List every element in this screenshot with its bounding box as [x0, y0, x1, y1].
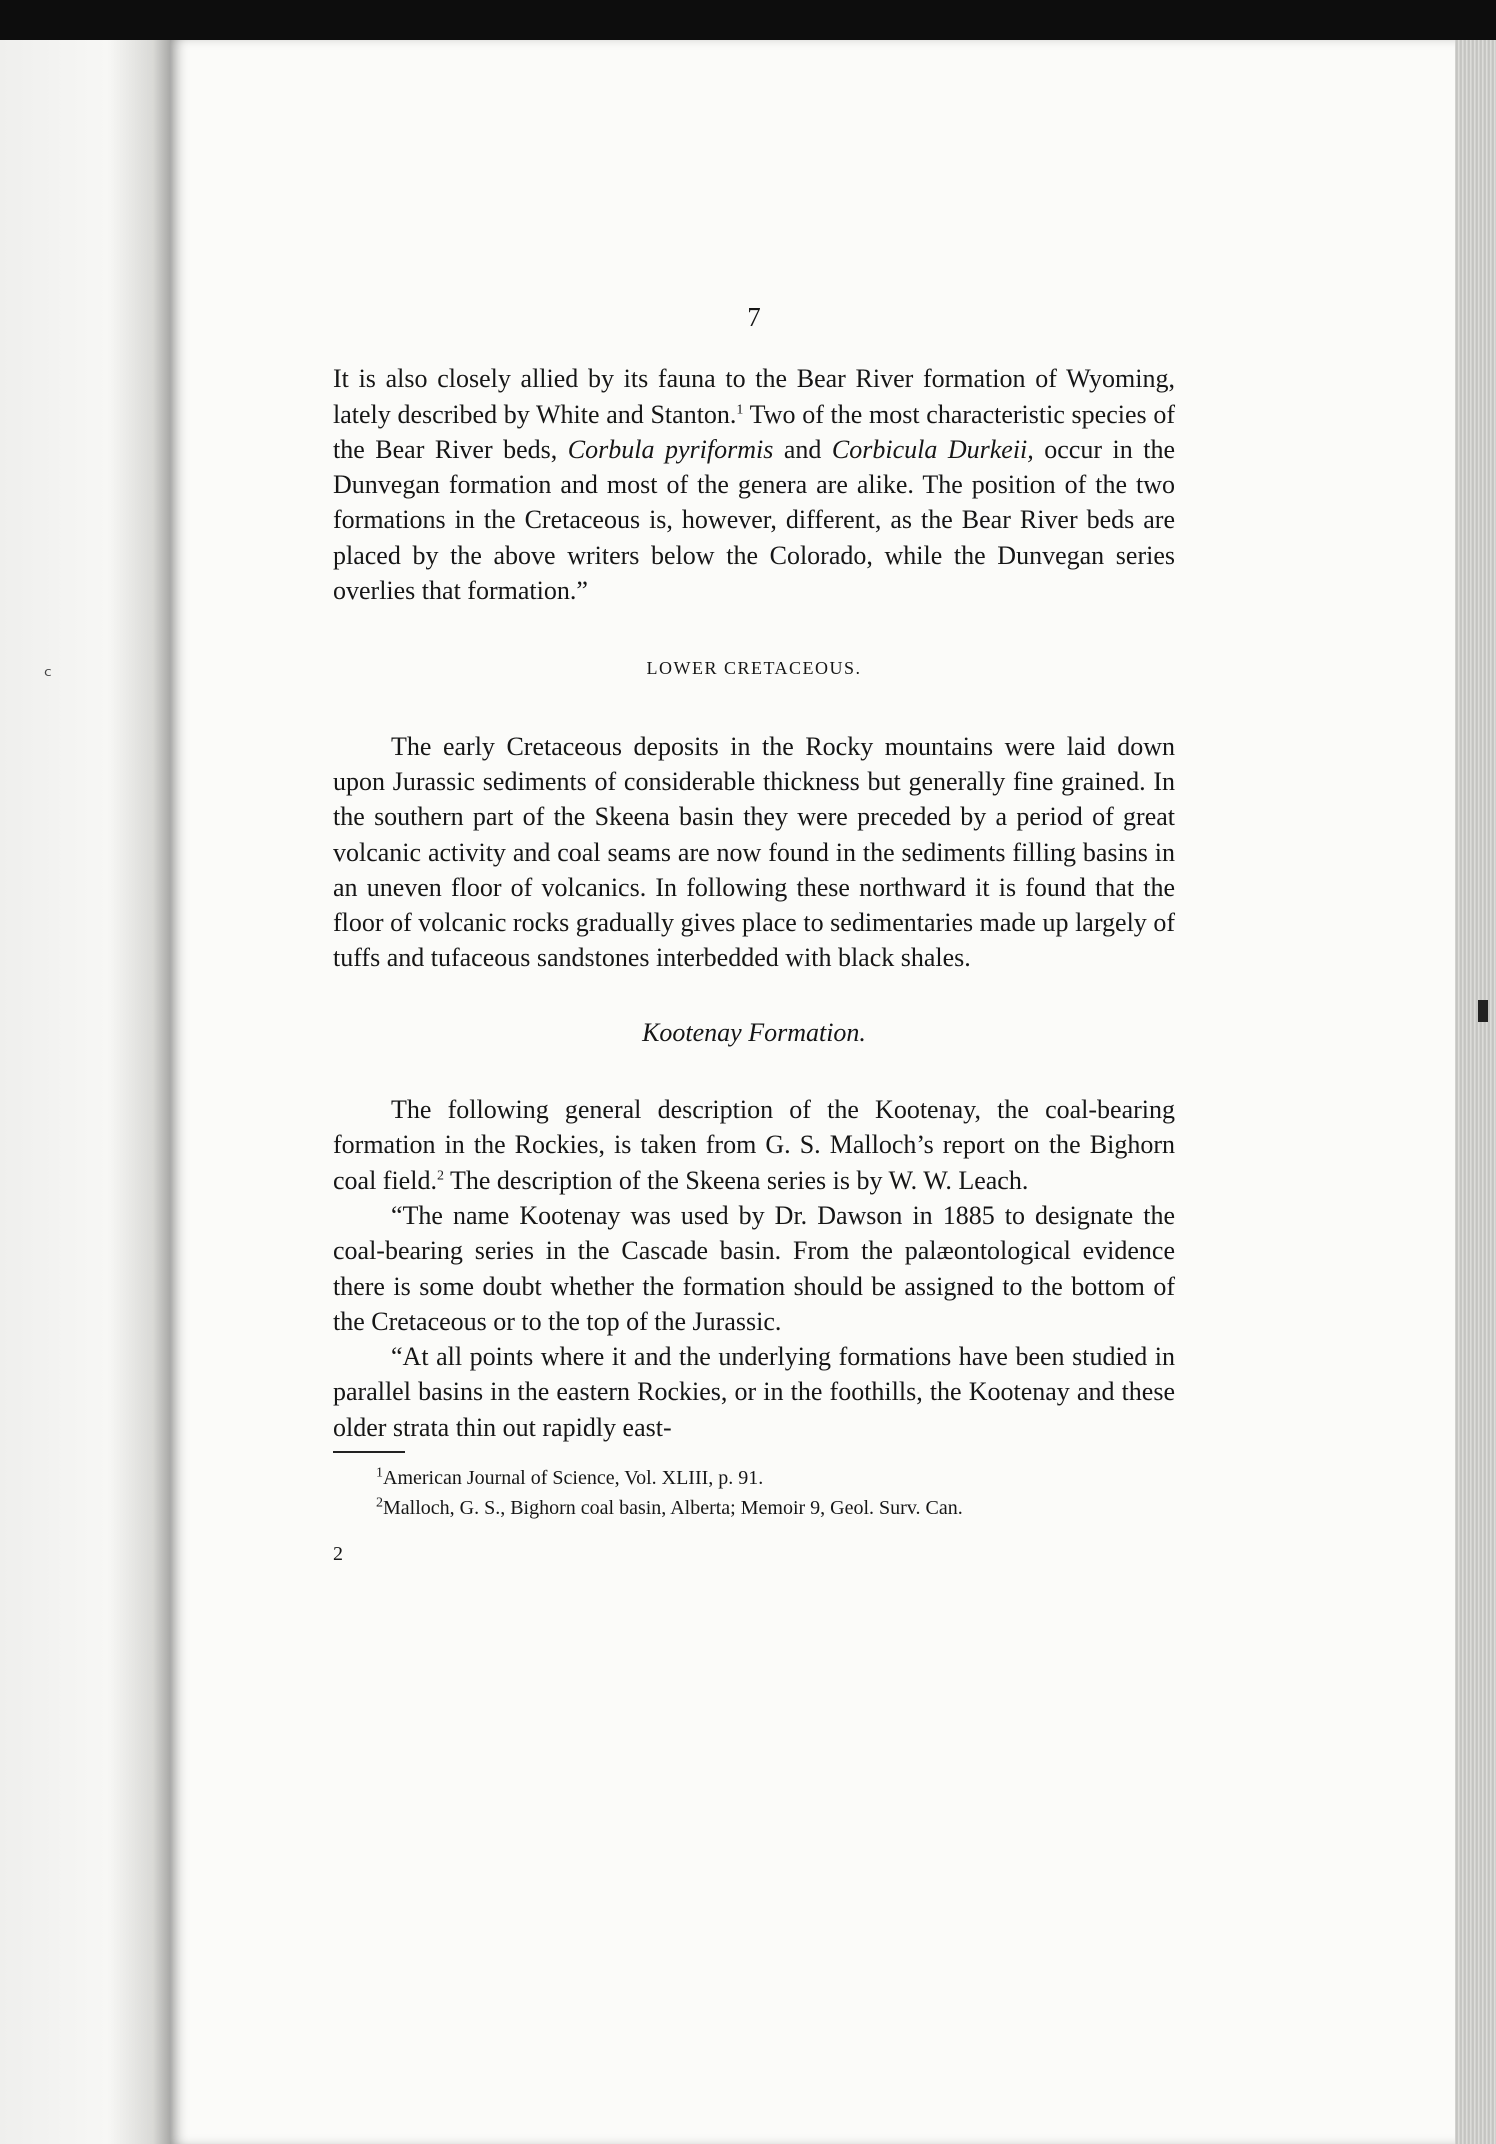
species-name: Corbula pyriformis: [567, 434, 774, 464]
paragraph-early-cretaceous: The early Cretaceous deposits in the Rocky mountains were laid down upon Jurassic sediments of considerable thickness but generally fine grained. In the southern part of the Skeena basin they were preceded by a period of great volcanic activity and coal seams are now found in the sediments filling basins in an uneven floor of volcanics. In following these northward it is found that the floor of volcanic rocks gradually gives place to sedimentaries made up largely of tuffs and tufaceous sandstones interbedded with black shales.: [333, 731, 1175, 973]
species-name: Corbicula Durkeii,: [831, 434, 1034, 464]
subsection-heading-kootenay: Kootenay Formation.: [642, 1017, 866, 1047]
section-heading-lower-cretaceous: LOWER CRETACEOUS.: [646, 658, 862, 679]
footnote: $^1$American Journal of Science, Vol. XLIII, p. 91.: [376, 1464, 764, 1489]
footnote: $^2$Malloch, G. S., Bighorn coal basin, Alberta; Memoir 9, Geol. Surv. Can.: [376, 1494, 963, 1519]
edge-tab-mark: [1478, 1000, 1488, 1022]
facing-page-edge: [0, 40, 180, 2144]
paragraph-kootenay-intro: The following general description of the Kootenay, the coal-bearing formation in the Rockies, is taken from G. S. Malloch’s report on the Bighorn coal field.$^2$ The description of the Skeena series is by W. W. Leach.: [333, 1095, 1175, 1195]
footnote-ref-1: 1: [736, 401, 744, 417]
signature-mark: 2: [333, 1542, 343, 1565]
paragraph-kootenay-strata: “At all points where it and the underlying formations have been studied in parallel basins in the eastern Rockies, or in the foothills, the Kootenay and these older strata thin out rapidly east-: [333, 1342, 1175, 1442]
page-number: 7: [747, 302, 761, 332]
footnote-rule: [333, 1451, 405, 1453]
stray-mark: ᶜ: [44, 664, 53, 689]
page-stack-edge: [1455, 40, 1496, 2144]
footnote-ref-2: 2: [436, 1167, 444, 1183]
paragraph-kootenay-name: “The name Kootenay was used by Dr. Dawson in 1885 to designate the coal-bearing series in the Cascade basin. From the palæontological evidence there is some doubt whether the formation should be assigned to the bottom of the Cretaceous or to the top of the Jurassic.: [333, 1200, 1175, 1336]
page-text-block: [333, 300, 1175, 1569]
paragraph-bear-river: It is also closely allied by its fauna to the Bear River formation of Wyoming, lately described by White and Stanton.$^1$ Two of the most characteristic species of the Bear River beds, Corbula pyriformis and Corbicula Durkeii, occur in the Dunvegan formation and most of the genera are alike. The position of the two formations in the Cretaceous is, however, different, as the Bear River beds are placed by the above writers below the Colorado, while the Dunvegan series overlies that formation.”: [333, 364, 1176, 606]
